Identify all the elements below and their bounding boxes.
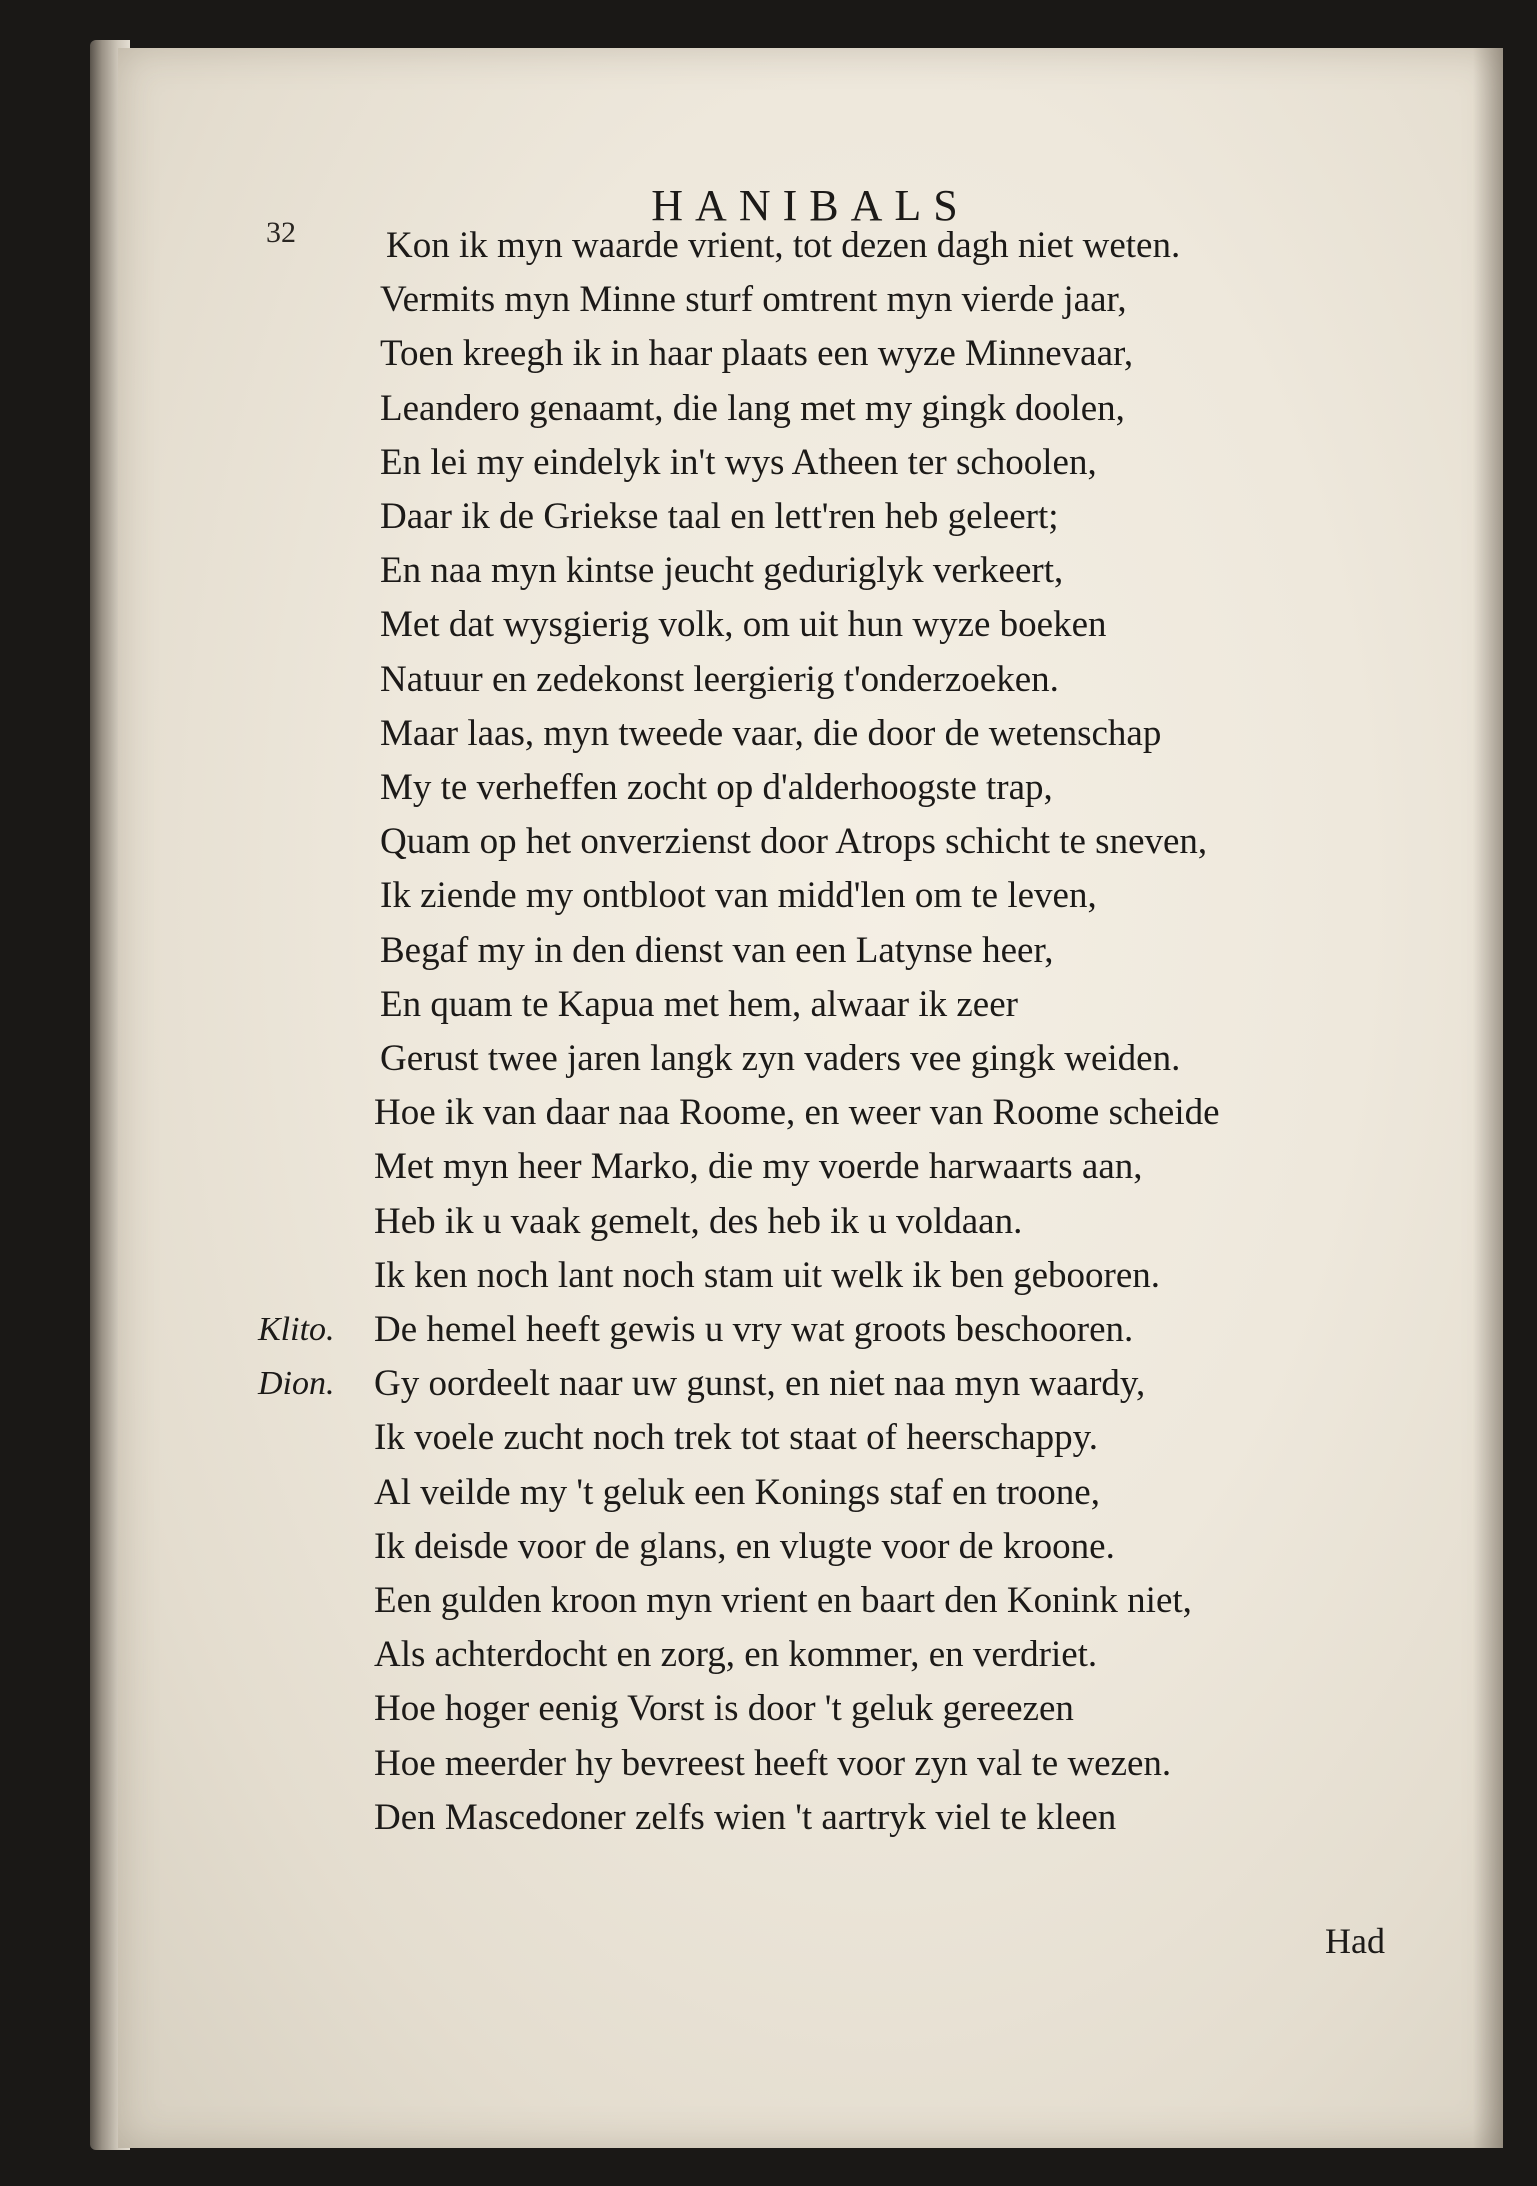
verse-line: En quam te Kapua met hem, alwaar ik zeer	[380, 984, 1018, 1025]
page-number: 32	[266, 216, 296, 249]
verse-line: Begaf my in den dienst van een Latynse heer,	[380, 930, 1054, 971]
verse-line: Quam op het onverzienst door Atrops schicht te sneven,	[380, 821, 1208, 862]
verse-line: Daar ik de Griekse taal en lett'ren heb geleert;	[380, 496, 1059, 537]
verse-line: Hoe hoger eenig Vorst is door 't geluk gereezen	[374, 1688, 1074, 1729]
verse-line: Als achterdocht en zorg, en kommer, en verdriet.	[374, 1634, 1098, 1675]
verse-line: Maar laas, myn tweede vaar, die door de wetenschap	[380, 713, 1162, 754]
verse-line: My te verheffen zocht op d'alderhoogste trap,	[380, 767, 1053, 808]
catchword: Had	[1325, 1921, 1385, 1961]
verse-line: Ik voele zucht noch trek tot staat of heerschappy.	[374, 1417, 1098, 1458]
speaker-label: Dion.	[258, 1365, 335, 1402]
verse-line: Gerust twee jaren langk zyn vaders vee gingk weiden.	[380, 1038, 1181, 1079]
speaker-label: Klito.	[258, 1311, 335, 1348]
verse-line: Ik deisde voor de glans, en vlugte voor de kroone.	[374, 1526, 1115, 1567]
verse-line: Den Mascedoner zelfs wien 't aartryk viel te kleen	[374, 1797, 1117, 1838]
verse-line: Gy oordeelt naar uw gunst, en niet naa myn waardy,	[374, 1363, 1146, 1404]
verse-line: Ik ziende my ontbloot van midd'len om te leven,	[380, 875, 1097, 916]
verse-line: Een gulden kroon myn vrient en baart den Konink niet,	[374, 1580, 1192, 1621]
verse-line: Hoe meerder hy bevreest heeft voor zyn val te wezen.	[374, 1743, 1172, 1784]
verse-line: Ik ken noch lant noch stam uit welk ik ben gebooren.	[374, 1255, 1161, 1296]
verse-line: Met myn heer Marko, die my voerde harwaarts aan,	[374, 1146, 1143, 1187]
verse-line: Leandero genaamt, die lang met my gingk doolen,	[380, 388, 1125, 429]
verse-block	[118, 48, 1503, 2148]
verse-line: En lei my eindelyk in't wys Atheen ter schoolen,	[380, 442, 1097, 483]
verse-line: Hoe ik van daar naa Roome, en weer van Roome scheide	[374, 1092, 1220, 1133]
verse-line: De hemel heeft gewis u vry wat groots beschooren.	[374, 1309, 1134, 1350]
verse-line: Kon ik myn waarde vrient, tot dezen dagh niet weten.	[386, 225, 1181, 266]
book-page	[118, 48, 1503, 2148]
verse-line: Toen kreegh ik in haar plaats een wyze Minnevaar,	[380, 333, 1134, 374]
verse-line: Vermits myn Minne sturf omtrent myn vierde jaar,	[380, 279, 1127, 320]
running-head: HANIBALS	[651, 181, 970, 230]
verse-line: Natuur en zedekonst leergierig t'onderzoeken.	[380, 659, 1059, 700]
verse-line: Heb ik u vaak gemelt, des heb ik u voldaan.	[374, 1201, 1023, 1242]
verse-line: En naa myn kintse jeucht geduriglyk verkeert,	[380, 550, 1064, 591]
verse-line: Al veilde my 't geluk een Konings staf en troone,	[374, 1472, 1100, 1513]
verse-line: Met dat wysgierig volk, om uit hun wyze boeken	[380, 604, 1107, 645]
